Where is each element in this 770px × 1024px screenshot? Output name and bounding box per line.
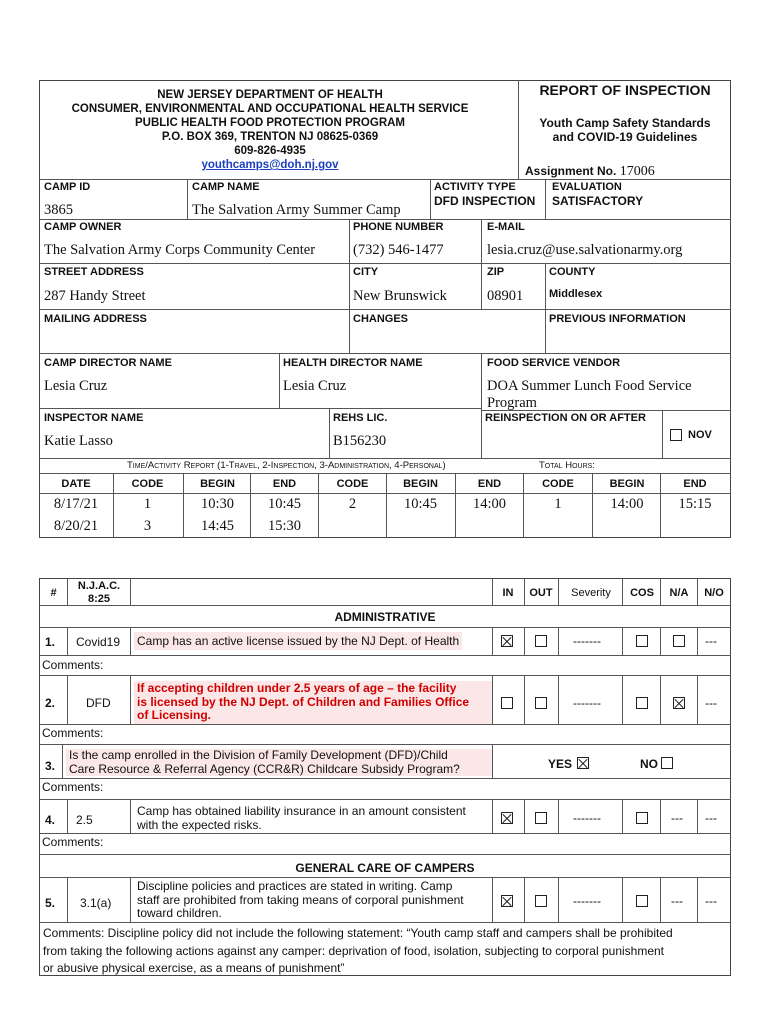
item-2-code: DFD [86,696,111,710]
th-begin-1: BEGIN [200,478,235,490]
county-value: Middlesex [549,288,603,300]
agency-line-3: PUBLIC HEALTH FOOD PROTECTION PROGRAM [134,117,406,129]
agency-line-1: NEW JERSEY DEPARTMENT OF HEALTH [157,89,383,101]
agency-line-4: P.O. BOX 369, TRENTON NJ 08625-0369 [161,131,379,143]
item-2-in-checkbox[interactable] [501,697,513,709]
time-row-2-end-1: 15:30 [267,518,302,534]
item-2-text-line-1: If accepting children under 2.5 years of age – the facility [137,681,457,695]
item-1-na-checkbox[interactable] [673,635,685,647]
email-label: E-MAIL [487,221,525,233]
food-vendor-value-1: DOA Summer Lunch Food Service [487,378,692,394]
nov-label: NOV [688,429,712,441]
time-row-2-begin-1: 14:45 [200,518,235,534]
agency-email-link[interactable] [40,158,500,172]
item-2-na-checkbox[interactable] [673,697,685,709]
item-5-text-line-3: toward children. [137,906,222,920]
item-1-no: --- [705,634,717,648]
camp-owner-value: The Salvation Army Corps Community Center [44,242,316,258]
activity-type-label: ACTIVITY TYPE [434,181,516,193]
col-in: IN [502,587,514,599]
col-out: OUT [529,587,553,599]
street-value: 287 Handy Street [44,288,146,304]
time-row-1-code-3: 1 [554,496,562,512]
email-link-text[interactable]: youthcamps@doh.nj.gov [201,159,339,171]
camp-director-value: Lesia Cruz [44,378,108,394]
item-5-text-line-2: staff are prohibited from taking means of corporal punishment [137,892,464,907]
item-1-code: Covid19 [76,635,121,649]
item-3-yes-label: YES [548,757,573,771]
camp-name-value: The Salvation Army Summer Camp [192,202,401,218]
report-title: REPORT OF INSPECTION [539,82,711,98]
time-row-1-end-3: 15:15 [678,496,712,512]
item-4-in-checkbox[interactable] [501,812,513,824]
item-2-comments: Comments: [42,726,104,740]
item-5-comments [43,925,673,978]
camp-id-label: CAMP ID [44,181,91,193]
inspector-label: INSPECTOR NAME [44,412,144,424]
header-divider [518,80,519,180]
col-na: N/A [669,587,689,599]
item-1-number: 1. [45,635,56,649]
city-label: CITY [353,266,379,278]
total-hours-label: Total Hours: [539,460,595,471]
item-1-out-checkbox[interactable] [535,635,547,647]
camp-owner-label: CAMP OWNER [44,221,122,233]
county-label: COUNTY [549,266,596,278]
item-2-text-line-3: of Licensing. [137,708,212,722]
city-value: New Brunswick [353,288,447,304]
item-3-no-label: NO [640,757,658,771]
item-5-in-checkbox[interactable] [501,895,513,907]
section-administrative: ADMINISTRATIVE [334,610,436,624]
time-row-1-code-1: 1 [143,496,152,512]
assignment-value: 17006 [619,164,655,179]
camp-director-label: CAMP DIRECTOR NAME [44,357,172,369]
item-2-text [134,681,492,724]
inspector-value: Katie Lasso [44,433,113,449]
th-begin-3: BEGIN [609,478,645,490]
section-general-care: GENERAL CARE OF CAMPERS [295,861,475,875]
item-4-severity: ------- [573,811,601,825]
evaluation-value: SATISFACTORY [552,194,644,208]
time-row-1-begin-2: 10:45 [403,496,438,512]
item-1-comments: Comments: [42,658,104,672]
item-3-text-line-2: Care Resource & Referral Agency (CCR&R) Childcare Subsidy Program? [69,761,460,776]
previous-info-label: PREVIOUS INFORMATION [549,313,686,325]
item-1-cos-checkbox[interactable] [636,635,648,647]
item-3-comments: Comments: [42,780,104,794]
time-row-1-begin-3: 14:00 [610,496,644,512]
mailing-address-label: MAILING ADDRESS [44,313,147,325]
time-row-1-code-2: 2 [348,496,357,512]
item-5-severity: ------- [573,894,601,908]
item-5-number: 5. [45,896,56,910]
item-3-number: 3. [45,759,56,773]
th-code-1: CODE [131,478,164,490]
time-row-1-end-1: 10:45 [267,496,302,512]
th-end-1: END [272,478,297,490]
zip-value: 08901 [487,288,524,304]
reinspection-label: REINSPECTION ON OR AFTER [485,412,646,424]
food-vendor-value-2: Program [487,395,537,411]
item-2-cos-checkbox[interactable] [636,697,648,709]
col-njac-line-2: 8:25 [87,593,111,605]
item-3-yes-checkbox[interactable] [577,757,589,769]
report-subtitle-2: and COVID-19 Guidelines [552,130,698,144]
time-row-1-date: 8/17/21 [53,496,99,512]
item-5-code: 3.1(a) [80,896,112,910]
agency-line-2: CONSUMER, ENVIRONMENTAL AND OCCUPATIONAL HEALTH SERVICE [71,103,469,115]
item-2-out-checkbox[interactable] [535,697,547,709]
item-4-text-line-1: Camp has obtained liability insurance in an amount consistent [137,804,466,818]
email-value: lesia.cruz@use.salvationarmy.org [487,242,683,258]
item-4-no: --- [705,811,717,825]
col-njac-line-1: N.J.A.C. [77,580,121,592]
nov-checkbox[interactable] [670,429,682,441]
th-code-3: CODE [542,478,574,490]
street-label: STREET ADDRESS [44,266,144,278]
assignment-number [525,164,655,180]
report-subtitle-1: Youth Camp Safety Standards [539,116,711,130]
item-1-text: Camp has an active license issued by the NJ Dept. of Health [134,632,462,650]
changes-label: CHANGES [353,313,409,325]
assignment-label: Assignment No. [525,164,617,178]
item-2-no: --- [705,696,717,710]
item-2-number: 2. [45,696,56,710]
item-2-severity: ------- [573,696,601,710]
col-cos: COS [630,587,654,599]
health-director-value: Lesia Cruz [283,378,347,394]
item-5-na: --- [671,894,683,908]
time-report-title: Time/Activity Report (1-Travel, 2-Inspection, 3-Administration, 4-Personal) [127,460,446,471]
item-5-text-line-1: Discipline policies and practices are stated in writing. Camp [137,879,453,893]
th-end-2: END [477,478,502,490]
th-begin-2: BEGIN [403,478,438,490]
item-5-text [137,880,464,921]
item-1-in-checkbox[interactable] [501,635,513,647]
time-row-2-date: 8/20/21 [53,518,99,534]
col-no: N/O [704,587,724,599]
item-5-comment-line-2: from taking the following actions against any camper: deprivation of food, isolation, subjecting to corporal punishment [43,943,665,958]
item-5-no: --- [705,894,717,908]
time-row-1-end-2: 14:00 [472,496,507,512]
item-4-code: 2.5 [76,813,93,827]
col-hash: # [50,587,57,599]
item-5-out-checkbox[interactable] [535,895,547,907]
item-4-cos-checkbox[interactable] [636,812,648,824]
item-2-text-line-2: is licensed by the NJ Dept. of Children and Families Office [137,694,470,709]
time-row-2-code-1: 3 [143,518,152,534]
item-4-na: --- [671,811,683,825]
camp-name-label: CAMP NAME [192,181,260,193]
item-5-cos-checkbox[interactable] [636,895,648,907]
health-director-label: HEALTH DIRECTOR NAME [283,357,423,369]
phone-value: (732) 546-1477 [353,242,444,258]
item-5-comment-line-1: Comments: Discipline policy did not include the following statement: “Youth camp staff and campers shall be prohibited [43,926,673,940]
phone-label: PHONE NUMBER [353,221,444,233]
item-3-no-checkbox[interactable] [661,757,673,769]
food-vendor-label: FOOD SERVICE VENDOR [487,357,621,369]
th-code-2: CODE [336,478,369,490]
item-3-text-line-1: Is the camp enrolled in the Division of Family Development (DFD)/Child [69,748,448,762]
item-4-text-line-2: with the expected risks. [137,817,262,832]
th-date: DATE [61,478,91,490]
rehs-value: B156230 [333,433,387,449]
camp-id-value: 3865 [44,202,73,218]
zip-label: ZIP [487,266,505,278]
activity-type-value: DFD INSPECTION [434,194,536,208]
th-end-3: END [683,478,707,490]
agency-line-5: 609-826-4935 [234,145,306,157]
evaluation-label: EVALUATION [552,181,622,193]
item-1-severity: ------- [573,634,601,648]
time-row-1-begin-1: 10:30 [200,496,235,512]
item-4-number: 4. [45,813,56,827]
item-3-text [66,749,492,776]
item-4-text [137,805,466,832]
col-severity: Severity [571,587,611,599]
rehs-label: REHS LIC. [333,412,388,424]
item-4-out-checkbox[interactable] [535,812,547,824]
item-4-comments: Comments: [42,835,104,849]
item-5-comment-line-3: or abusive physical exercise, as a means of punishment” [43,961,345,975]
